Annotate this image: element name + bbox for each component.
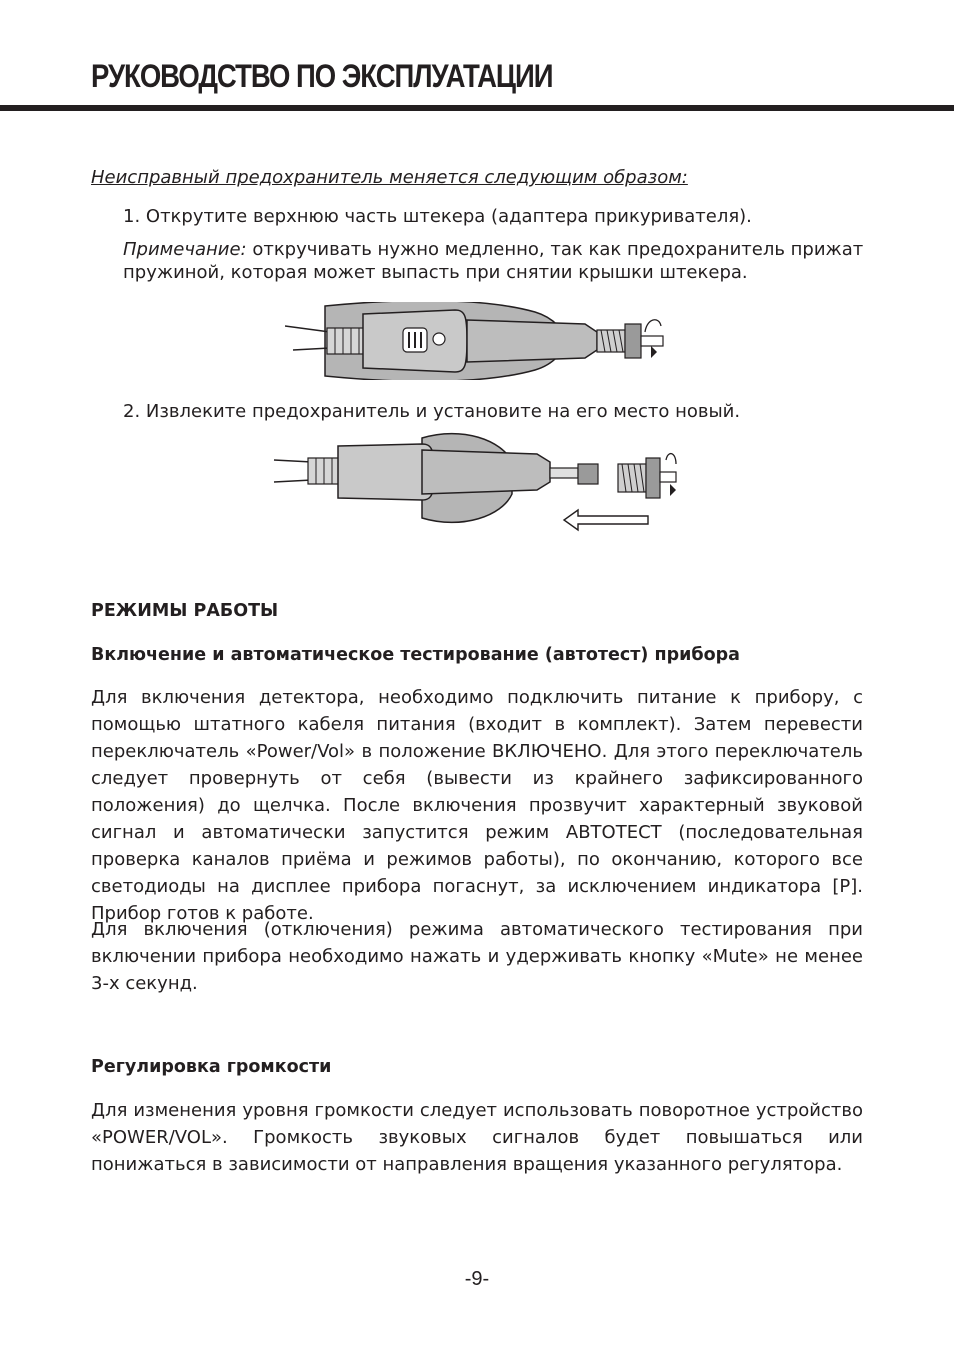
plug-disassembled-illustration <box>272 432 682 532</box>
page-title: РУКОВОДСТВО ПО ЭКСПЛУАТАЦИИ <box>91 58 553 94</box>
paragraph-autotest-toggle: Для включения (отключения) режима автоматического тестирования при включении прибора необходимо нажать и удерживать кнопку «Mute» не менее 3-х секунд. <box>91 919 863 994</box>
note-text: откручивать нужно медленно, так как предохранитель прижат пружиной, которая может выпасть при снятии крышки штекера. <box>123 239 864 283</box>
step-1: 1. Открутите верхнюю часть штекера (адаптера прикуривателя). <box>123 206 752 227</box>
header-rule <box>0 105 954 111</box>
section-title-modes: РЕЖИМЫ РАБОТЫ <box>91 601 279 621</box>
page-number: -9- <box>464 1268 490 1290</box>
subsection-title-power-on: Включение и автоматическое тестирование (автотест) прибора <box>91 645 740 665</box>
note <box>123 238 868 284</box>
paragraph-power-on: Для включения детектора, необходимо подключить питание к прибору, с помощью штатного кабеля питания (входит в комплект). Затем перевести переключатель «Power/Vol» в положение ВКЛЮЧЕНО. Для этого переключатель следует провернуть от себя (вывести из крайнего зафиксированного положения) до щелчка. После включения прозвучит характерный звуковой сигнал и автоматически запустится режим АВТОТЕСТ (последовательная проверка каналов приёма и режимов работы), по окончанию, которого все светодиоды на дисплее прибора погаснут, за исключением индикатора [P]. Прибор готов к работе. <box>91 687 863 924</box>
fuse-intro: Неисправный предохранитель меняется следующим образом: <box>91 167 688 188</box>
paragraph-volume: Для изменения уровня громкости следует использовать поворотное устройство «POWER/VOL». Громкость звуковых сигналов будет повышаться или понижаться в зависимости от направления вращения указанного регулятора. <box>91 1100 863 1175</box>
step-2: 2. Извлеките предохранитель и установите на его место новый. <box>123 401 741 422</box>
subsection-title-volume: Регулировка громкости <box>91 1057 332 1077</box>
plug-assembled-illustration <box>285 302 670 380</box>
note-label: Примечание: <box>123 239 247 260</box>
